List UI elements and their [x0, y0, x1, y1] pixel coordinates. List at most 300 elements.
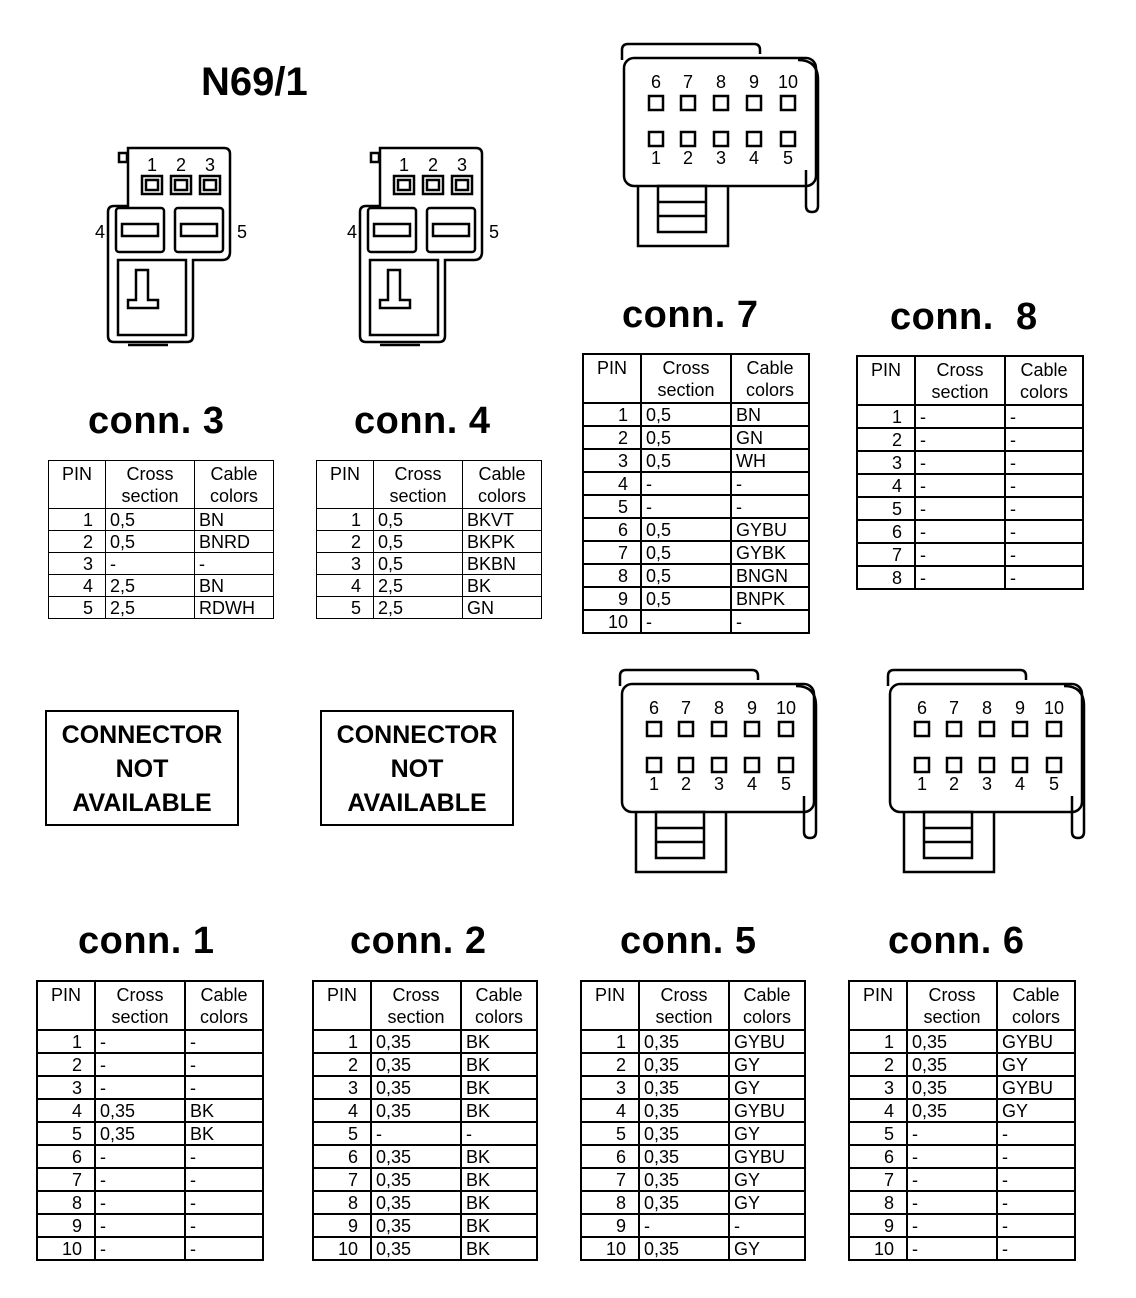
cross-section-header: [371, 981, 461, 1030]
connector-4-drawing: [340, 140, 510, 350]
na-line: AVAILABLE: [347, 789, 487, 817]
connector-3-title: conn. 3: [88, 400, 225, 442]
header-line: colors: [199, 1007, 248, 1027]
pin-label: 5: [236, 222, 248, 242]
cross-section-value: -: [641, 610, 731, 633]
pin-label: 2: [427, 155, 439, 175]
table-row: [581, 1053, 805, 1076]
cable-color-value: -: [997, 1122, 1075, 1145]
pin-number: 7: [583, 541, 641, 564]
pin-number: 6: [583, 518, 641, 541]
pin-label: 1: [398, 155, 410, 175]
cross-section-value: -: [106, 553, 195, 575]
cable-color-value: GYBU: [729, 1099, 805, 1122]
cable-color-value: GN: [731, 426, 809, 449]
header-line: Cross: [394, 464, 442, 484]
table-row: [849, 1191, 1075, 1214]
cross-section-value: -: [907, 1122, 997, 1145]
cross-section-value: 0,5: [374, 531, 463, 553]
cable-color-value: GYBU: [997, 1076, 1075, 1099]
header-line: colors: [742, 1007, 791, 1027]
pin-label: 10: [1043, 698, 1065, 718]
cross-section-value: -: [907, 1214, 997, 1237]
cable-color-value: -: [997, 1191, 1075, 1214]
cross-section-value: 0,35: [639, 1030, 729, 1053]
pin-header: PIN: [49, 461, 106, 509]
cross-section-value: -: [641, 472, 731, 495]
cross-section-value: -: [907, 1191, 997, 1214]
cable-color-value: BK: [461, 1053, 537, 1076]
pin-number: 10: [849, 1237, 907, 1260]
cable-colors-header: [731, 354, 809, 403]
cable-color-value: -: [185, 1191, 263, 1214]
connector-2-pin-table: [312, 980, 538, 1261]
header-line: section: [923, 1007, 981, 1027]
cross-section-value: -: [639, 1214, 729, 1237]
header-line: colors: [474, 1007, 523, 1027]
pin-number: 4: [857, 474, 915, 497]
pin-number: 6: [857, 520, 915, 543]
connector-6-title: conn. 6: [888, 920, 1025, 962]
pin-socket: [647, 722, 661, 736]
header-line: section: [121, 486, 179, 506]
cross-section-value: -: [95, 1053, 185, 1076]
cable-color-value: GY: [729, 1168, 805, 1191]
header-line: Cross: [392, 985, 440, 1005]
cross-section-header: [374, 461, 463, 509]
table-header-row: [581, 981, 805, 1030]
connector-1-not-available: [45, 710, 239, 826]
cross-section-value: -: [915, 451, 1005, 474]
pin-number: 4: [313, 1099, 371, 1122]
cross-section-value: -: [907, 1237, 997, 1260]
pin-label: 7: [680, 698, 692, 718]
pin-number: 3: [583, 449, 641, 472]
pin-label: 1: [146, 155, 158, 175]
table-header-row: [37, 981, 263, 1030]
header-line: colors: [209, 486, 258, 506]
cross-section-value: 0,35: [907, 1099, 997, 1122]
cable-color-value: -: [1005, 520, 1083, 543]
header-line: colors: [1019, 382, 1068, 402]
cross-section-value: 0,35: [371, 1099, 461, 1122]
na-line: NOT: [115, 755, 169, 783]
pin-number: 10: [313, 1237, 371, 1260]
cross-section-value: 0,35: [95, 1099, 185, 1122]
cross-section-value: -: [907, 1168, 997, 1191]
header-line: Cable: [478, 464, 526, 484]
cross-section-value: 0,5: [641, 564, 731, 587]
cross-section-value: 0,5: [374, 553, 463, 575]
na-line: NOT: [390, 755, 444, 783]
header-line: colors: [477, 486, 526, 506]
cable-color-value: RDWH: [199, 597, 255, 618]
table-row: [857, 405, 1083, 428]
pin-socket: [779, 758, 793, 772]
pin-label: 6: [650, 72, 662, 92]
table-row: [857, 428, 1083, 451]
cross-section-value: -: [915, 520, 1005, 543]
table-row: [37, 1099, 263, 1122]
cable-color-value: BK: [461, 1191, 537, 1214]
cable-colors-header: [461, 981, 537, 1030]
pin-label: 4: [346, 222, 358, 242]
table-row: [317, 597, 542, 619]
table-row: [583, 518, 809, 541]
pin-socket: [915, 722, 929, 736]
pin-number: 6: [37, 1145, 95, 1168]
pin-label: 3: [456, 155, 468, 175]
connector-7-pin-table: [582, 353, 810, 634]
table-row: [849, 1076, 1075, 1099]
cable-color-value: GN: [467, 597, 494, 618]
table-row: [313, 1214, 537, 1237]
cross-section-value: 0,35: [639, 1122, 729, 1145]
cable-color-value: WH: [731, 449, 809, 472]
pin-table: [36, 980, 264, 1261]
cable-color-value: GY: [729, 1122, 805, 1145]
cable-colors-header: [1005, 356, 1083, 405]
table-row: [313, 1099, 537, 1122]
cross-section-value: 0,5: [641, 587, 731, 610]
diagram-title: N69/1: [201, 60, 308, 104]
pin-number: 5: [849, 1122, 907, 1145]
pin-number: 3: [313, 1076, 371, 1099]
pin-table: [312, 980, 538, 1261]
cross-section-value: -: [915, 474, 1005, 497]
pin-socket: [679, 758, 693, 772]
cross-section-value: 0,5: [106, 531, 195, 553]
table-header-row: [317, 461, 542, 509]
pin-socket: [781, 96, 795, 110]
cross-section-value: 0,5: [641, 518, 731, 541]
pin-socket: [1047, 722, 1061, 736]
cable-color-value: BN: [195, 509, 274, 531]
cable-color-value: -: [1010, 567, 1016, 588]
connector-5-drawing: [616, 666, 826, 881]
header-line: Cross: [126, 464, 174, 484]
pin-number: 1: [313, 1030, 371, 1053]
pin-socket: [947, 722, 961, 736]
na-line: CONNECTOR: [61, 721, 223, 749]
connector-8-title: conn. 8: [890, 296, 1038, 338]
connector-7-title: conn. 7: [622, 294, 759, 336]
pin-number: 3: [37, 1076, 95, 1099]
pin-table: [848, 980, 1076, 1261]
pin-number: 9: [583, 587, 641, 610]
pin-label: 8: [715, 72, 727, 92]
cable-color-value: BNRD: [195, 531, 274, 553]
pin-label: 4: [1014, 774, 1026, 794]
cable-color-value: BK: [461, 1168, 537, 1191]
pin-number: 4: [317, 575, 374, 597]
cross-section-value: 0,35: [371, 1237, 461, 1260]
cross-section-value: 0,5: [641, 403, 731, 426]
pin-number: 1: [317, 509, 374, 531]
cable-color-value: BK: [185, 1122, 263, 1145]
cross-section-value: -: [95, 1030, 185, 1053]
cross-section-value: -: [95, 1214, 185, 1237]
cable-color-value: -: [185, 1076, 263, 1099]
cross-section-value: 0,5: [641, 541, 731, 564]
cross-section-value: 2,5: [106, 575, 195, 597]
pin-label: 3: [981, 774, 993, 794]
connector-5-title: conn. 5: [620, 920, 757, 962]
pin-table: [48, 460, 274, 619]
header-line: Cross: [936, 360, 984, 380]
cable-color-value: -: [997, 1168, 1075, 1191]
cable-color-value: BKVT: [463, 509, 542, 531]
cable-color-value: -: [731, 472, 809, 495]
table-row: [37, 1214, 263, 1237]
pin-number: 2: [37, 1053, 95, 1076]
pin-number: 3: [857, 451, 915, 474]
cable-color-value: GY: [734, 1238, 761, 1259]
pin-socket: [747, 96, 761, 110]
connector-6-pin-table: [848, 980, 1076, 1261]
pin-socket: [712, 758, 726, 772]
pin-number: 8: [581, 1191, 639, 1214]
cable-color-value: GYBU: [731, 518, 809, 541]
pin-label: 9: [748, 72, 760, 92]
pin-number: 3: [849, 1076, 907, 1099]
pin-socket: [980, 722, 994, 736]
pin-table: [856, 355, 1084, 590]
cable-color-value: BK: [461, 1076, 537, 1099]
header-line: Cable: [200, 985, 248, 1005]
header-line: Cross: [116, 985, 164, 1005]
pin-socket: [781, 132, 795, 146]
pin-label: 2: [175, 155, 187, 175]
table-row: [37, 1191, 263, 1214]
pin-header: PIN: [37, 981, 95, 1030]
pin-label: 5: [1048, 774, 1060, 794]
cable-color-value: -: [195, 553, 274, 575]
cross-section-value: 0,35: [907, 1053, 997, 1076]
pin-number: 1: [849, 1030, 907, 1053]
pin-label: 1: [650, 148, 662, 168]
pin-label: 9: [746, 698, 758, 718]
cross-section-value: 0,35: [907, 1030, 997, 1053]
cable-color-value: GYBU: [729, 1030, 805, 1053]
table-row: [849, 1053, 1075, 1076]
table-row: [583, 587, 809, 610]
header-line: section: [389, 486, 447, 506]
connector-1-pin-table: [36, 980, 264, 1261]
cable-color-value: -: [1005, 474, 1083, 497]
pin-label: 3: [713, 774, 725, 794]
pin-number: 8: [849, 1191, 907, 1214]
pin-number: 2: [857, 428, 915, 451]
pin-socket: [947, 758, 961, 772]
cable-colors-header: [997, 981, 1075, 1030]
cross-section-value: 0,35: [639, 1076, 729, 1099]
pin-number: 8: [37, 1191, 95, 1214]
cable-color-value: BK: [461, 1214, 537, 1237]
pin-socket: [980, 758, 994, 772]
cross-section-value: -: [915, 543, 1005, 566]
pin-label: 10: [777, 72, 799, 92]
table-row: [581, 1030, 805, 1053]
header-line: Cross: [928, 985, 976, 1005]
table-row: [37, 1145, 263, 1168]
cross-section-value: -: [95, 1237, 185, 1260]
cable-color-value: BK: [466, 1238, 491, 1259]
cable-color-value: BK: [463, 575, 542, 597]
cross-section-value: -: [915, 428, 1005, 451]
table-row: [857, 566, 1083, 589]
header-line: colors: [1011, 1007, 1060, 1027]
pin-number: 2: [583, 426, 641, 449]
header-line: Cross: [662, 358, 710, 378]
pin-label: 8: [713, 698, 725, 718]
header-line: section: [387, 1007, 445, 1027]
cross-section-value: 0,5: [106, 509, 195, 531]
cross-section-value: -: [907, 1145, 997, 1168]
cross-section-value: 0,35: [95, 1122, 185, 1145]
pin-number: 5: [37, 1122, 95, 1145]
table-row: [849, 1214, 1075, 1237]
pin-socket: [714, 96, 728, 110]
cable-colors-header: [729, 981, 805, 1030]
table-row: [581, 1214, 805, 1237]
cable-color-value: -: [1005, 428, 1083, 451]
pin-socket: [714, 132, 728, 146]
pin-number: 5: [583, 495, 641, 518]
cable-color-value: -: [1002, 1238, 1008, 1259]
pin-label: 7: [948, 698, 960, 718]
table-row: [849, 1099, 1075, 1122]
cross-section-header: [907, 981, 997, 1030]
table-row: [583, 449, 809, 472]
cross-section-value: -: [95, 1191, 185, 1214]
na-line: AVAILABLE: [72, 789, 212, 817]
connector-2-title: conn. 2: [350, 920, 487, 962]
cable-colors-header: [463, 461, 542, 509]
table-row: [857, 474, 1083, 497]
connector-7-drawing: [618, 40, 828, 255]
cross-section-value: 0,35: [639, 1099, 729, 1122]
table-row: [857, 451, 1083, 474]
cross-section-value: 2,5: [374, 597, 463, 619]
pin-number: 7: [37, 1168, 95, 1191]
pin-label: 7: [682, 72, 694, 92]
cross-section-value: 0,35: [371, 1053, 461, 1076]
table-row: [581, 1191, 805, 1214]
pin-number: 3: [49, 553, 106, 575]
pin-number: 2: [849, 1053, 907, 1076]
header-line: section: [111, 1007, 169, 1027]
pin-number: 5: [49, 597, 106, 619]
header-line: colors: [745, 380, 794, 400]
pin-number: 6: [313, 1145, 371, 1168]
cable-color-value: BN: [731, 403, 809, 426]
pin-number: 7: [857, 543, 915, 566]
cross-section-value: 0,35: [371, 1191, 461, 1214]
table-row: [583, 472, 809, 495]
pin-socket: [681, 96, 695, 110]
cable-color-value: -: [190, 1238, 196, 1259]
table-row: [313, 1030, 537, 1053]
cable-color-value: -: [731, 495, 809, 518]
pin-socket: [1013, 758, 1027, 772]
pin-table: [582, 353, 810, 634]
table-row: [49, 553, 274, 575]
cable-color-value: BK: [461, 1145, 537, 1168]
cable-color-value: GY: [729, 1053, 805, 1076]
cable-color-value: BK: [461, 1030, 537, 1053]
cross-section-value: 0,35: [639, 1053, 729, 1076]
table-row: [583, 495, 809, 518]
cross-section-value: -: [915, 497, 1005, 520]
table-header-row: [849, 981, 1075, 1030]
pin-socket: [745, 722, 759, 736]
cross-section-value: 0,35: [639, 1191, 729, 1214]
cable-color-value: -: [185, 1168, 263, 1191]
pin-header: PIN: [857, 356, 915, 405]
pin-label: 2: [948, 774, 960, 794]
table-header-row: [313, 981, 537, 1030]
pin-number: 4: [49, 575, 106, 597]
pin-label: 4: [746, 774, 758, 794]
table-row: [849, 1237, 1075, 1260]
cable-color-value: -: [461, 1122, 537, 1145]
cross-section-header: [106, 461, 195, 509]
pin-label: 4: [748, 148, 760, 168]
cable-color-value: GY: [997, 1099, 1075, 1122]
cross-section-value: 0,35: [371, 1168, 461, 1191]
table-row: [849, 1122, 1075, 1145]
pin-socket: [1047, 758, 1061, 772]
pin-label: 4: [94, 222, 106, 242]
table-row: [317, 553, 542, 575]
cross-section-value: -: [95, 1076, 185, 1099]
cable-color-value: -: [729, 1214, 805, 1237]
table-row: [313, 1053, 537, 1076]
table-header-row: [49, 461, 274, 509]
connector-3-pin-table: [48, 460, 274, 619]
table-row: [37, 1122, 263, 1145]
table-row: [49, 575, 274, 597]
cross-section-value: -: [95, 1168, 185, 1191]
pin-number: 5: [857, 497, 915, 520]
pin-number: 6: [581, 1145, 639, 1168]
table-row: [37, 1168, 263, 1191]
pin-socket: [747, 132, 761, 146]
connector-6-drawing: [884, 666, 1094, 881]
pin-number: 1: [49, 509, 106, 531]
pin-number: 10: [581, 1237, 639, 1260]
cable-color-value: BN: [195, 575, 274, 597]
table-row: [49, 531, 274, 553]
pin-number: 9: [581, 1214, 639, 1237]
pin-number: 2: [49, 531, 106, 553]
pin-label: 10: [775, 698, 797, 718]
table-row: [313, 1145, 537, 1168]
header-line: Cross: [660, 985, 708, 1005]
table-row: [581, 1237, 805, 1260]
pin-number: 2: [317, 531, 374, 553]
cable-color-value: GY: [729, 1076, 805, 1099]
cable-color-value: -: [997, 1214, 1075, 1237]
cross-section-value: 2,5: [374, 575, 463, 597]
cross-section-value: 0,35: [639, 1168, 729, 1191]
pin-number: 3: [317, 553, 374, 575]
cross-section-value: 2,5: [106, 597, 195, 619]
cable-color-value: -: [736, 611, 742, 632]
table-row: [581, 1122, 805, 1145]
cable-color-value: GYBK: [731, 541, 809, 564]
